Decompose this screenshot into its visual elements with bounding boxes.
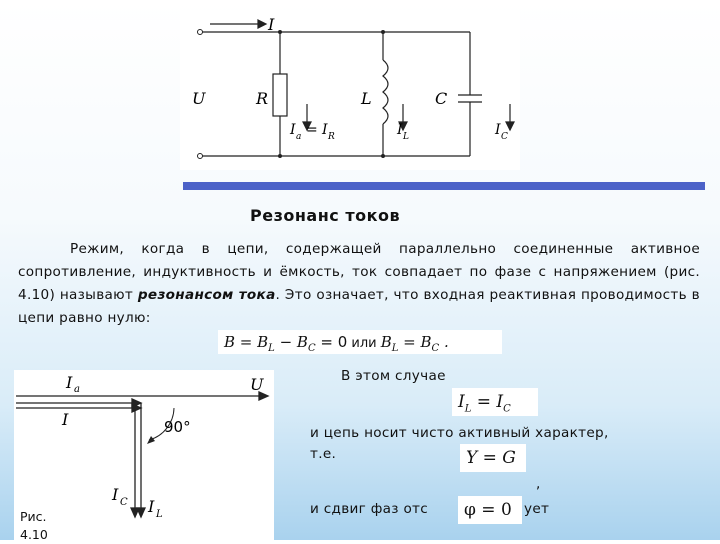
angle-label: 90°: [164, 418, 191, 436]
ia-sub: a: [296, 132, 302, 142]
phasor-diagram: [14, 370, 274, 540]
formula-zero: = 0: [315, 333, 348, 351]
formula-sub: L: [391, 343, 399, 354]
phasor-ia-label: I: [66, 373, 73, 392]
resistor-label: R: [256, 89, 269, 108]
il-label: I: [397, 122, 403, 138]
phase-shift-text-end: ует: [524, 501, 550, 517]
formula-y-g: Y = G: [460, 444, 526, 472]
formula-susceptance: [218, 330, 502, 354]
voltage-label: U: [192, 89, 206, 108]
section-divider: [183, 182, 705, 190]
phase-shift-text: и сдвиг фаз отс: [310, 501, 429, 517]
active-character-text: и цепь носит чисто активный характер,: [310, 425, 609, 441]
terminal-top: [198, 30, 203, 35]
formula-eq: = I: [471, 392, 504, 412]
formula-sub: C: [431, 343, 440, 354]
phasor-il-label: I: [148, 497, 155, 516]
formula-minus: − B: [274, 333, 308, 351]
formula-eq2: = B: [398, 333, 432, 351]
phasor-i-label: I: [62, 410, 69, 429]
ia-label: I: [290, 122, 296, 138]
main-paragraph: [18, 238, 700, 330]
ic-label: I: [495, 122, 501, 138]
formula-sub: L: [464, 403, 472, 415]
paragraph-text: Режим, когда в цепи, содержащей параллельно соединенные активное сопротивление, индуктивность и ёмкость, ток совпадает по фазе с напряжением (рис. 4.10) называют: [18, 241, 700, 303]
formula-sub: L: [268, 343, 275, 354]
formula-il-ic: [452, 388, 538, 416]
phasor-ia-sub: a: [74, 384, 80, 395]
figure-caption: [20, 508, 48, 544]
paragraph-text-end: . Это означает, что входная реактивная проводимость в цепи равно нулю:: [18, 287, 700, 326]
ia-eq: =: [306, 122, 318, 138]
circuit-diagram: [180, 10, 520, 170]
formula-i: I: [458, 392, 465, 412]
phasor-ic-sub: C: [120, 497, 128, 508]
terminal-bottom: [198, 154, 203, 159]
comma: ,: [536, 476, 541, 492]
formula-b2: B: [380, 333, 392, 351]
paragraph-emphasis: резонансом тока: [137, 287, 276, 303]
in-this-case-text: В этом случае: [341, 368, 446, 384]
phasor-u-label: U: [250, 375, 264, 394]
inductor-label: L: [361, 89, 372, 108]
formula-or: или: [347, 336, 381, 351]
caption-line: 4.10: [20, 527, 48, 542]
ir-sub: R: [328, 132, 335, 142]
page-title: Резонанс токов: [250, 206, 401, 225]
formula-b: B = B: [224, 333, 269, 351]
parallel-rlc-circuit: [180, 10, 520, 170]
ic-sub: C: [501, 132, 508, 142]
current-label: I: [268, 15, 275, 34]
formula-sub: C: [503, 403, 511, 415]
phasor-il-sub: L: [156, 509, 163, 520]
il-sub: L: [403, 132, 409, 142]
active-character-text-2: т.е.: [310, 446, 337, 462]
capacitor-label: C: [435, 89, 448, 108]
ir-label: I: [322, 122, 328, 138]
caption-line: Рис.: [20, 509, 47, 524]
formula-end: .: [439, 333, 449, 351]
phasor-vectors: [14, 370, 274, 540]
phasor-ic-label: I: [112, 485, 119, 504]
formula-sub: C: [307, 343, 316, 354]
formula-phi: φ = 0: [458, 496, 522, 524]
